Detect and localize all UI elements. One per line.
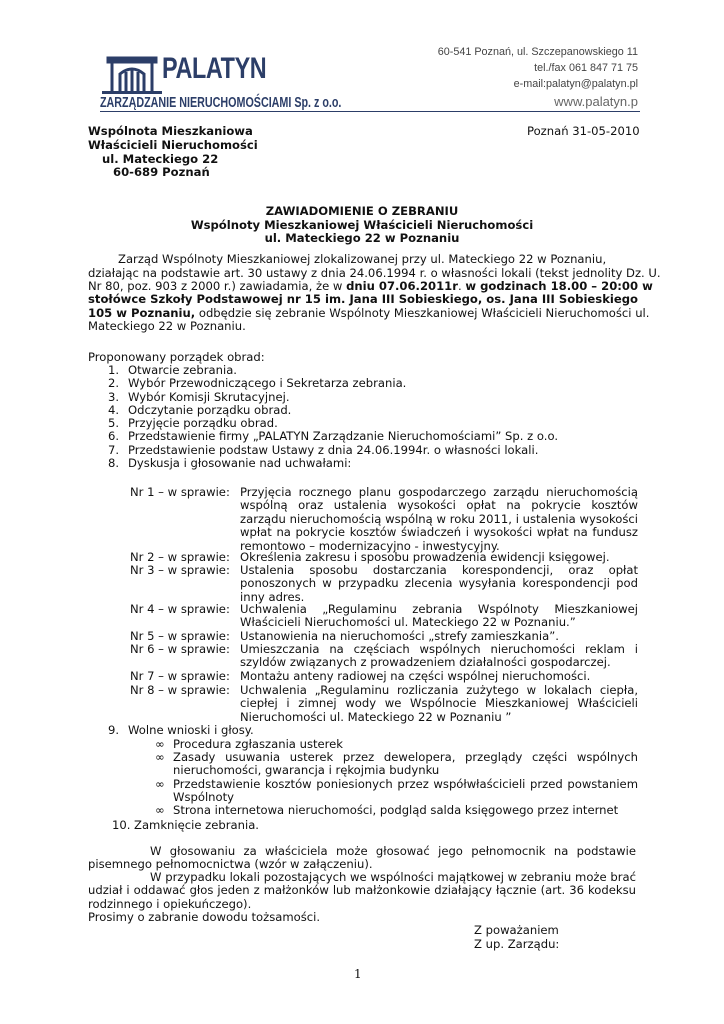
agenda-number: 7. [108,443,120,457]
logo-subtitle: ZARZĄDZANIE NIERUCHOMOŚCIAMI Sp. z o.o. [100,95,342,111]
resolution-label: Nr 8 – w sprawie: [130,683,230,697]
intro-line-6: Mateckiego 22 w Poznaniu. [88,319,246,333]
resolution-label: Nr 7 – w sprawie: [130,669,230,683]
signature-board: Z up. Zarządu: [474,937,560,951]
recipient-line-4: 60-689 Poznań [113,165,210,179]
closing-paragraph-2: W przypadku lokali pozostających we wspólności majątkowej w zebraniu może brać udział i oddawać głos jeden z małżonków lub małżonkowie działający łącznie (art. 36 kodeksu rodzinnego i opiekuńczego). [88,870,636,911]
intro-text: Nr 80, poz. 903 z 2000 r.) zawiadamia, że w [88,279,347,293]
agenda-text: Wybór Przewodniczącego i Sekretarza zebrania. [128,376,407,390]
recipient-line-3: ul. Mateckiego 22 [102,152,219,166]
agenda-text: Wolne wnioski i głosy. [128,723,254,737]
header-divider [100,111,640,112]
infinity-bullet-icon: ∞ [155,803,165,817]
intro-line-2: działając na podstawie art. 30 ustawy z dnia 24.06.1994 r. o własności lokali (tekst jednolity Dz. U. [88,266,661,280]
agenda-text: Wybór Komisji Skrutacyjnej. [128,390,290,404]
infinity-bullet-icon: ∞ [155,737,165,751]
resolution-text: Uchwalenia „Regulaminu rozliczania zużytego w lokalach ciepła, ciepłej i zimnej wody we Wspólnocie Mieszkaniowej Właścicieli Nieruchomości ul. Mateckiego 22 w Poznaniu ” [240,683,638,724]
agenda-item [112,819,259,832]
recipient-line-1: Wspólnota Mieszkaniowa [88,124,253,138]
bullet-item: Strona internetowa nieruchomości, podgląd salda księgowego przez internet [173,803,619,817]
resolution-label: Nr 5 – w sprawie: [130,629,230,643]
resolution-text: Ustalenia sposobu dostarczania korespondencji, oraz opłat ponoszonych w przypadku zlecenia wysyłania korespondencji pod inny adres. [240,563,638,604]
agenda-text: Odczytanie porządku obrad. [128,403,292,417]
page-number: 1 [354,967,362,981]
agenda-number: 5. [108,416,120,430]
agenda-item [108,377,406,390]
intro-text: odbędzie się zebranie Wspólnoty Mieszkaniowej Właścicieli Nieruchomości ul. [195,306,650,320]
signature-greeting: Z poważaniem [474,923,559,937]
company-email[interactable]: e-mail:palatyn@palatyn.pl [513,78,638,90]
resolution-text: Przyjęcia rocznego planu gospodarczego zarządu nieruchomością wspólną oraz ustalenia wysokości opłat na pokrycie kosztów zarządu nieruchomością wspólną w roku 2011, i ustalenia wysokości wpłat na pokrycie kosztów świadczeń i wysokości wpłat na fundusz remontowo – modernizacyjno - inwestycyjny. [240,485,638,553]
meeting-venue: stołówce Szkoły Podstawowej nr 15 im. Jana III Sobieskiego, os. Jana III Sobieskiego [88,292,639,306]
meeting-venue-cont: 105 w Poznaniu, [88,306,196,320]
agenda-text: Przedstawienie firmy „PALATYN Zarządzanie Nieruchomościami” Sp. z o.o. [128,429,559,443]
agenda-text: Zamknięcie zebrania. [134,818,259,832]
resolution-label: Nr 1 – w sprawie: [130,485,230,499]
resolution-text: Montażu anteny radiowej na części wspólnej nieruchomości. [240,669,591,683]
bullet-item: Przedstawienie kosztów poniesionych przez współwłaścicieli przed powstaniem Wspólnoty [173,777,638,805]
recipient-line-2: Właścicieli Nieruchomości [88,138,258,152]
resolution-label: Nr 3 – w sprawie: [130,563,230,577]
document-subtitle-1: Wspólnoty Mieszkaniowej Właścicieli Nieruchomości [190,218,534,232]
intro-text: . [457,279,466,293]
agenda-number: 6. [108,429,120,443]
agenda-item [108,724,254,737]
company-website[interactable]: www.palatyn.p [554,94,638,109]
resolution-label: Nr 2 – w sprawie: [130,550,230,564]
company-address: 60-541 Poznań, ul. Szczepanowskiego 11 [437,46,638,58]
agenda-number: 9. [108,723,120,737]
resolution-label: Nr 6 – w sprawie: [130,642,230,656]
agenda-heading: Proponowany porządek obrad: [88,350,265,364]
infinity-bullet-icon: ∞ [155,777,165,791]
agenda-text: Przyjęcie porządku obrad. [128,416,278,430]
agenda-text: Otwarcie zebrania. [128,363,237,377]
agenda-number: 2. [108,376,120,390]
agenda-item [108,430,558,443]
document-subtitle-2: ul. Mateckiego 22 w Poznaniu [264,231,460,245]
bullet-item: Zasady usuwania usterek przez dewelopera, przeglądy części wspólnych nieruchomości, gwarancja i rękojmia budynku [173,750,638,778]
meeting-date: dniu 07.06.2011r [346,279,458,293]
resolution-text: Uchwalenia „Regulaminu zebrania Wspólnoty Mieszkaniowej Właścicieli Nieruchomości ul. Mateckiego 22 w Poznaniu.” [240,602,638,630]
agenda-number: 1. [108,363,120,377]
company-phone: tel./fax 061 847 71 75 [534,62,638,74]
logo-name: PALATYN [162,52,267,85]
infinity-bullet-icon: ∞ [155,750,165,764]
resolution-label: Nr 4 – w sprawie: [130,602,230,616]
bullet-item: Procedura zgłaszania usterek [173,737,344,751]
agenda-text: Dyskusja i głosowanie nad uchwałami: [128,456,352,470]
letter-date: Poznań 31-05-2010 [527,124,640,138]
agenda-item [108,457,351,470]
document-title: ZAWIADOMIENIE O ZEBRANIU [265,204,459,218]
resolution-text: Umieszczania na częściach wspólnych nieruchomości reklam i szyldów związanych z prowadzeniem działalności gospodarczej. [240,642,638,670]
closing-paragraph-1: W głosowaniu za właściciela może głosować jego pełnomocnik na podstawie pisemnego pełnomocnictwa (wzór w załączeniu). [88,844,636,872]
resolution-text: Ustanowienia na nieruchomości „strefy zamieszkania”. [240,629,559,643]
agenda-number: 3. [108,390,120,404]
resolution-text: Określenia zakresu i sposobu prowadzenia ewidencji księgowej. [240,550,610,564]
meeting-time: w godzinach 18.00 – 20:00 w [465,279,653,293]
agenda-number: 10. [112,818,131,832]
agenda-text: Przedstawienie podstaw Ustawy z dnia 24.06.1994r. o własności lokali. [128,443,539,457]
closing-paragraph-3: Prosimy o zabranie dowodu tożsamości. [88,910,321,924]
agenda-number: 4. [108,403,120,417]
intro-line-1: Zarząd Wspólnoty Mieszkaniowej zlokalizowanej przy ul. Mateckiego 22 w Poznaniu, [118,252,607,266]
agenda-number: 8. [108,456,120,470]
